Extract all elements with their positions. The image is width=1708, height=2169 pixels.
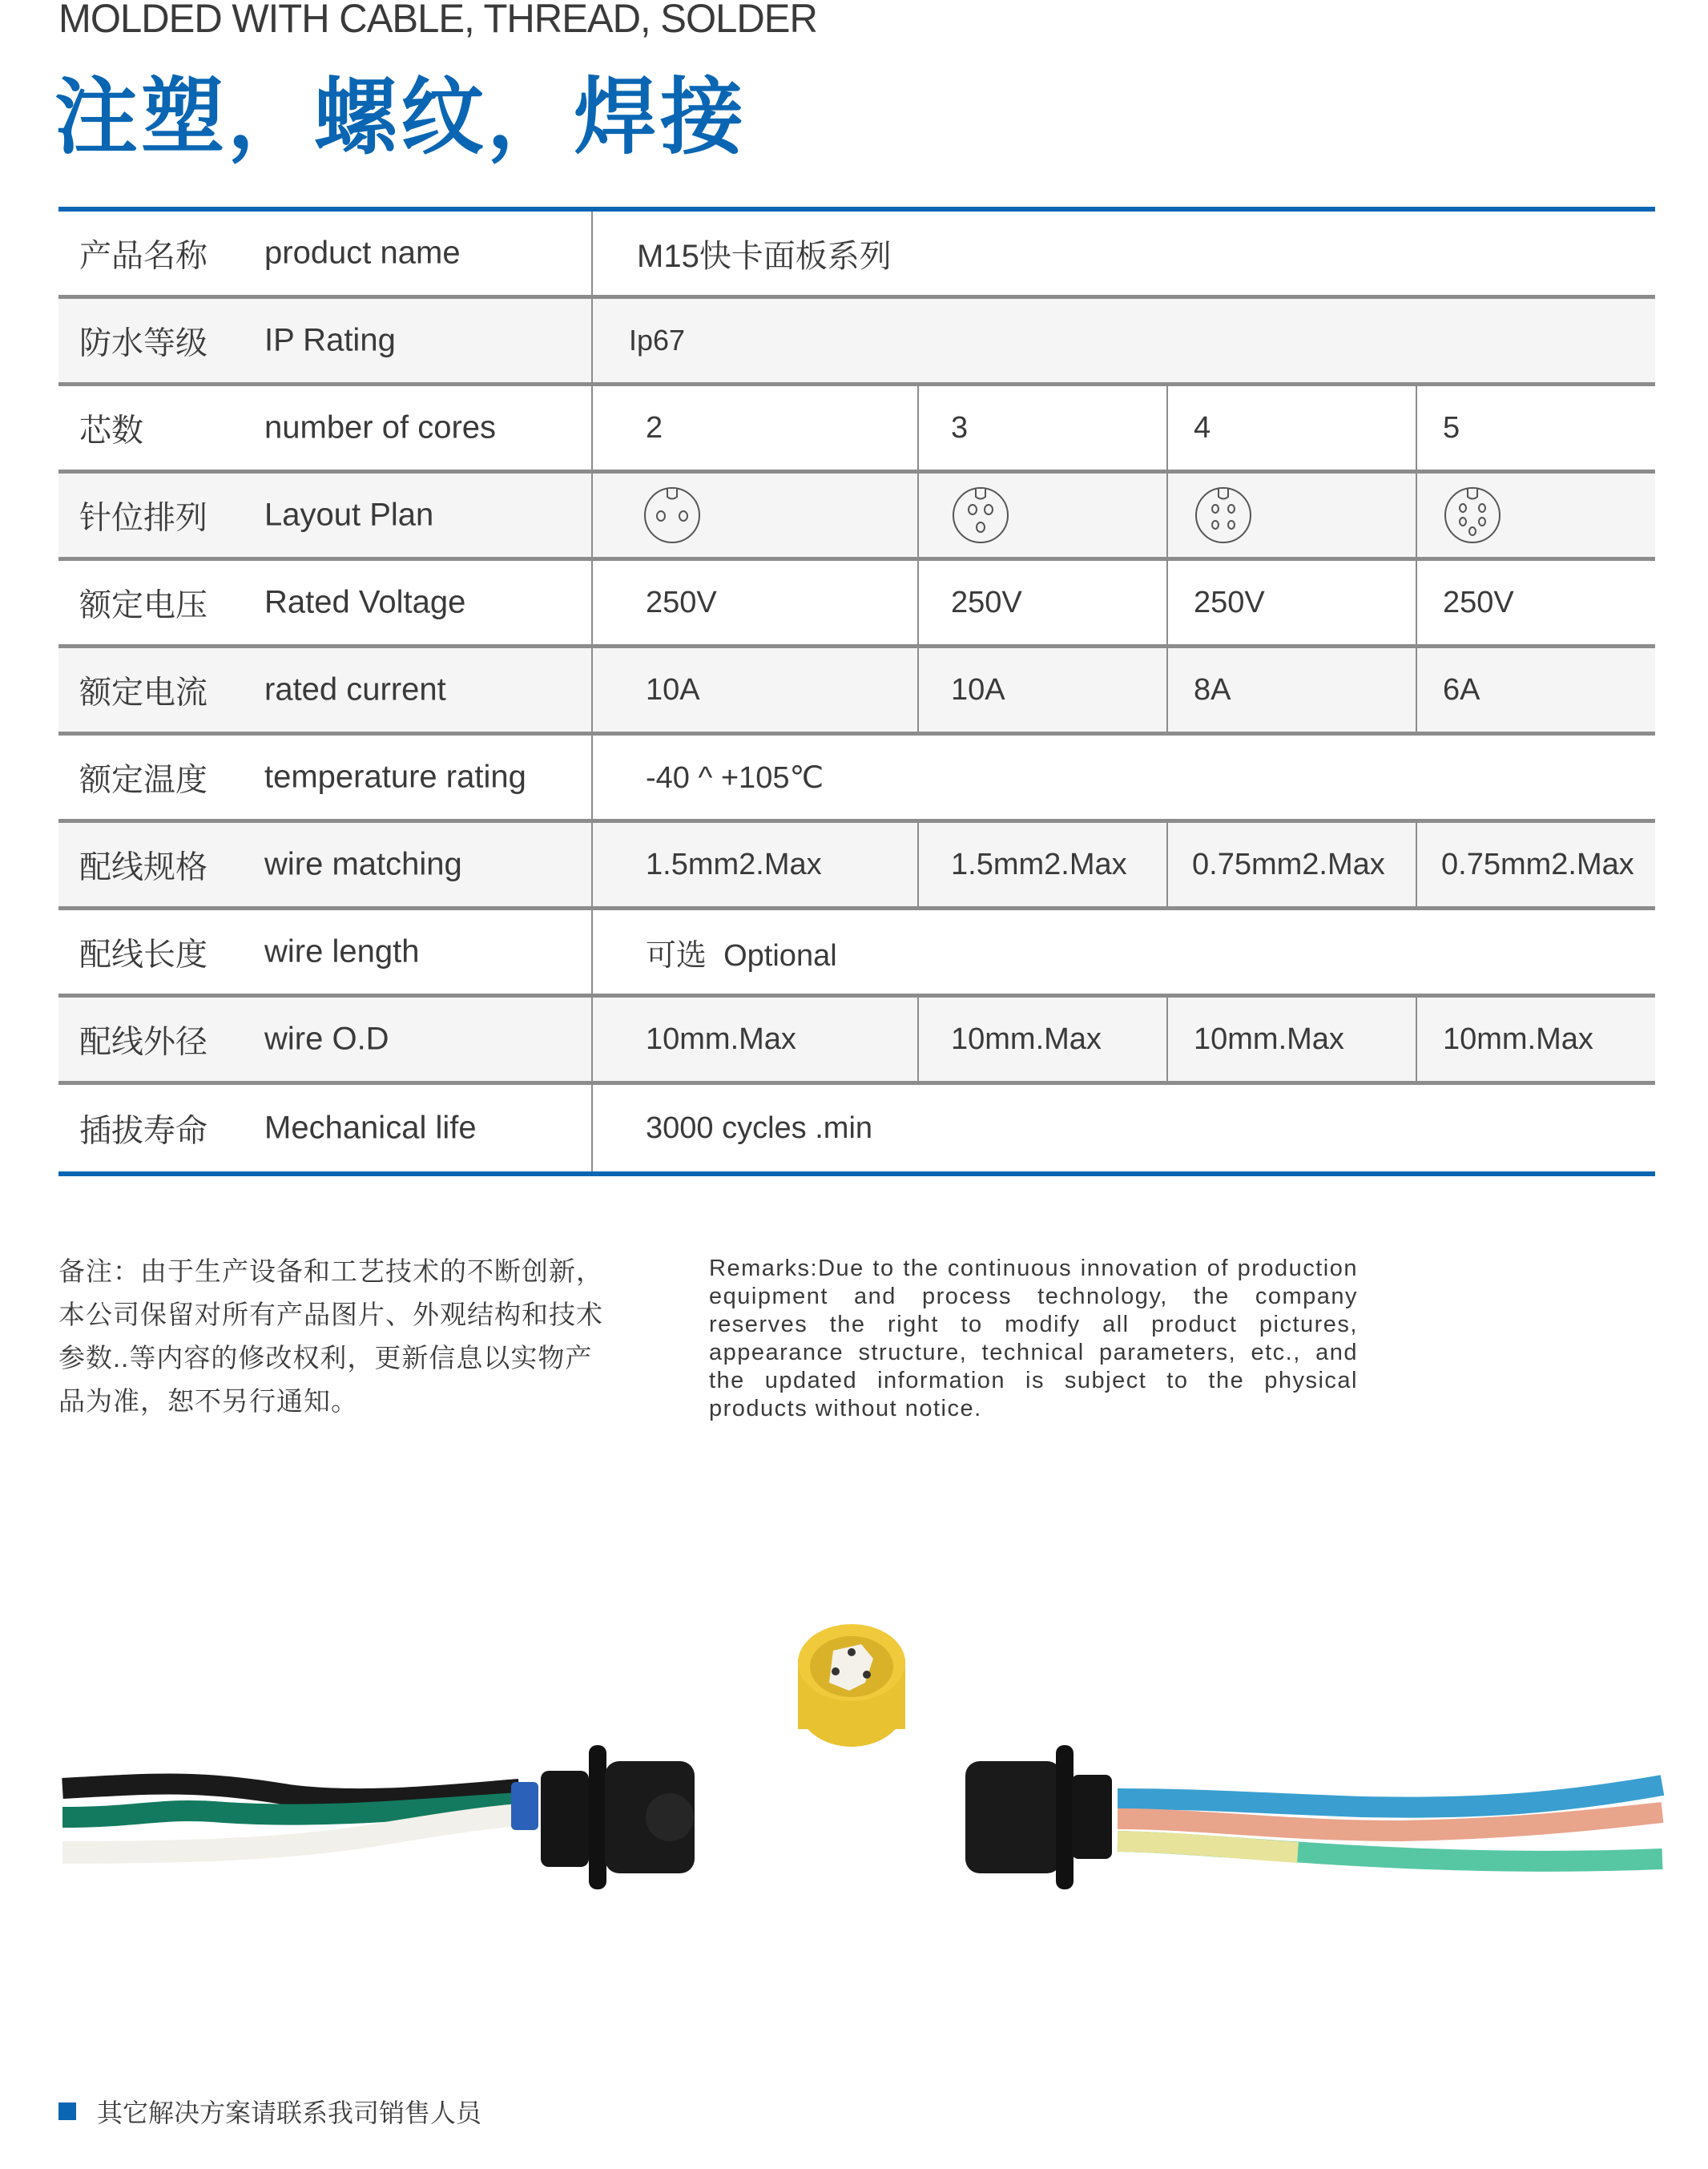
yellow-plug-connector <box>798 1624 905 1747</box>
row-label-cn: 额定温度 <box>79 762 207 798</box>
row-label-cn: 针位排列 <box>79 500 207 536</box>
cell-5pin <box>1417 474 1655 557</box>
table-row-wire-od <box>58 998 1655 1085</box>
page-subtitle: MOLDED WITH CABLE, THREAD, SOLDER <box>58 0 817 41</box>
cell-2pin: 250V <box>593 561 919 644</box>
cell-5pin: 5 <box>1443 410 1460 445</box>
cell-4pin: 250V <box>1168 561 1417 644</box>
row-label-cn: 额定电流 <box>79 675 207 711</box>
footer-text: 其它解决方案请联系我司销售人员 <box>97 2098 482 2127</box>
cell-3pin: 250V <box>919 561 1168 644</box>
row-label-cn: 配线规格 <box>79 849 207 885</box>
row-label-en: wire length <box>264 933 420 970</box>
product-photo <box>0 1603 1708 1923</box>
right-cable-assembly <box>965 1745 1662 1889</box>
row-value: M15快卡面板系列 <box>637 238 892 274</box>
row-value: 3000 cycles .min <box>646 1111 873 1145</box>
table-bottom-rule <box>58 1171 1655 1176</box>
cell-3pin: 10mm.Max <box>919 998 1168 1081</box>
table-row-cores <box>58 386 1655 474</box>
cell-5pin: 6A <box>1443 672 1480 707</box>
table-row-voltage <box>58 561 1655 648</box>
pin-layout-4-icon <box>1194 486 1253 545</box>
spec-table <box>58 207 1655 1176</box>
table-row-ip-rating <box>58 299 1655 386</box>
table-row-current <box>58 648 1655 736</box>
cell-2pin: 1.5mm2.Max <box>593 823 919 906</box>
row-label-en: IP Rating <box>264 322 396 358</box>
cell-5pin: 250V <box>1443 585 1514 619</box>
row-value: -40 ^ +105℃ <box>646 760 824 795</box>
row-label-en: Mechanical life <box>264 1110 477 1146</box>
row-label-cn: 配线外径 <box>79 1024 207 1060</box>
remarks-english: Remarks:Due to the continuous innovation of production equipment and process technology, the company reserves the right to modify all product pictures, appearance structure, technical parameters, etc., and the updated information is subject to the physical products without notice. <box>709 1256 1358 1421</box>
row-label-en: Layout Plan <box>264 497 434 533</box>
row-label-en: wire O.D <box>264 1021 389 1057</box>
cell-4pin: 8A <box>1168 648 1417 732</box>
remarks-chinese: 备注：由于生产设备和工艺技术的不断创新，本公司保留对所有产品图片、外观结构和技术参数..等内容的修改权利，更新信息以实物产品为准，恕不另行通知。 <box>58 1256 603 1416</box>
table-row-layout <box>58 474 1655 561</box>
cell-4pin: 4 <box>1168 386 1417 470</box>
cell-5pin: 0.75mm2.Max <box>1441 847 1634 881</box>
left-cable-assembly <box>62 1745 695 1889</box>
cell-2pin <box>593 474 919 557</box>
cell-4pin: 0.75mm2.Max <box>1168 823 1417 906</box>
cell-5pin: 10mm.Max <box>1443 1022 1593 1056</box>
cell-4pin: 10mm.Max <box>1168 998 1417 1081</box>
row-label-cn: 产品名称 <box>79 238 207 274</box>
row-label-cn: 插拔寿命 <box>79 1113 207 1149</box>
footer-note <box>58 2093 481 2130</box>
row-label-en: rated current <box>264 671 446 708</box>
row-label-cn: 防水等级 <box>79 325 207 361</box>
cell-3pin: 1.5mm2.Max <box>919 823 1168 906</box>
pin-layout-5-icon <box>1443 486 1502 545</box>
cell-2pin: 10mm.Max <box>593 998 919 1081</box>
pin-layout-2-icon <box>643 486 702 545</box>
table-row-wire-length <box>58 910 1655 998</box>
table-row-mechanical-life <box>58 1085 1655 1171</box>
page-title: 注塑，螺纹，焊接 <box>54 68 747 166</box>
row-label-en: number of cores <box>264 409 497 445</box>
row-label-cn: 配线长度 <box>79 937 207 973</box>
cell-2pin: 2 <box>593 386 919 470</box>
row-value: 可选 Optional <box>646 938 837 973</box>
row-label-en: wire matching <box>264 846 462 882</box>
row-label-en: Rated Voltage <box>264 584 466 620</box>
row-label-en: temperature rating <box>264 759 526 795</box>
table-row-wire-matching <box>58 823 1655 910</box>
table-row-temperature <box>58 736 1655 823</box>
row-label-cn: 额定电压 <box>79 587 207 623</box>
row-label-en: product name <box>264 235 461 271</box>
cell-2pin: 10A <box>593 648 919 732</box>
cell-3pin <box>919 474 1168 557</box>
table-row-product-name <box>58 212 1655 299</box>
cell-4pin <box>1168 474 1417 557</box>
bullet-square-icon <box>58 2102 76 2120</box>
cell-3pin: 3 <box>919 386 1168 470</box>
pin-layout-3-icon <box>951 486 1010 545</box>
row-value: Ip67 <box>629 324 686 357</box>
cell-3pin: 10A <box>919 648 1168 732</box>
row-label-cn: 芯数 <box>79 413 143 449</box>
